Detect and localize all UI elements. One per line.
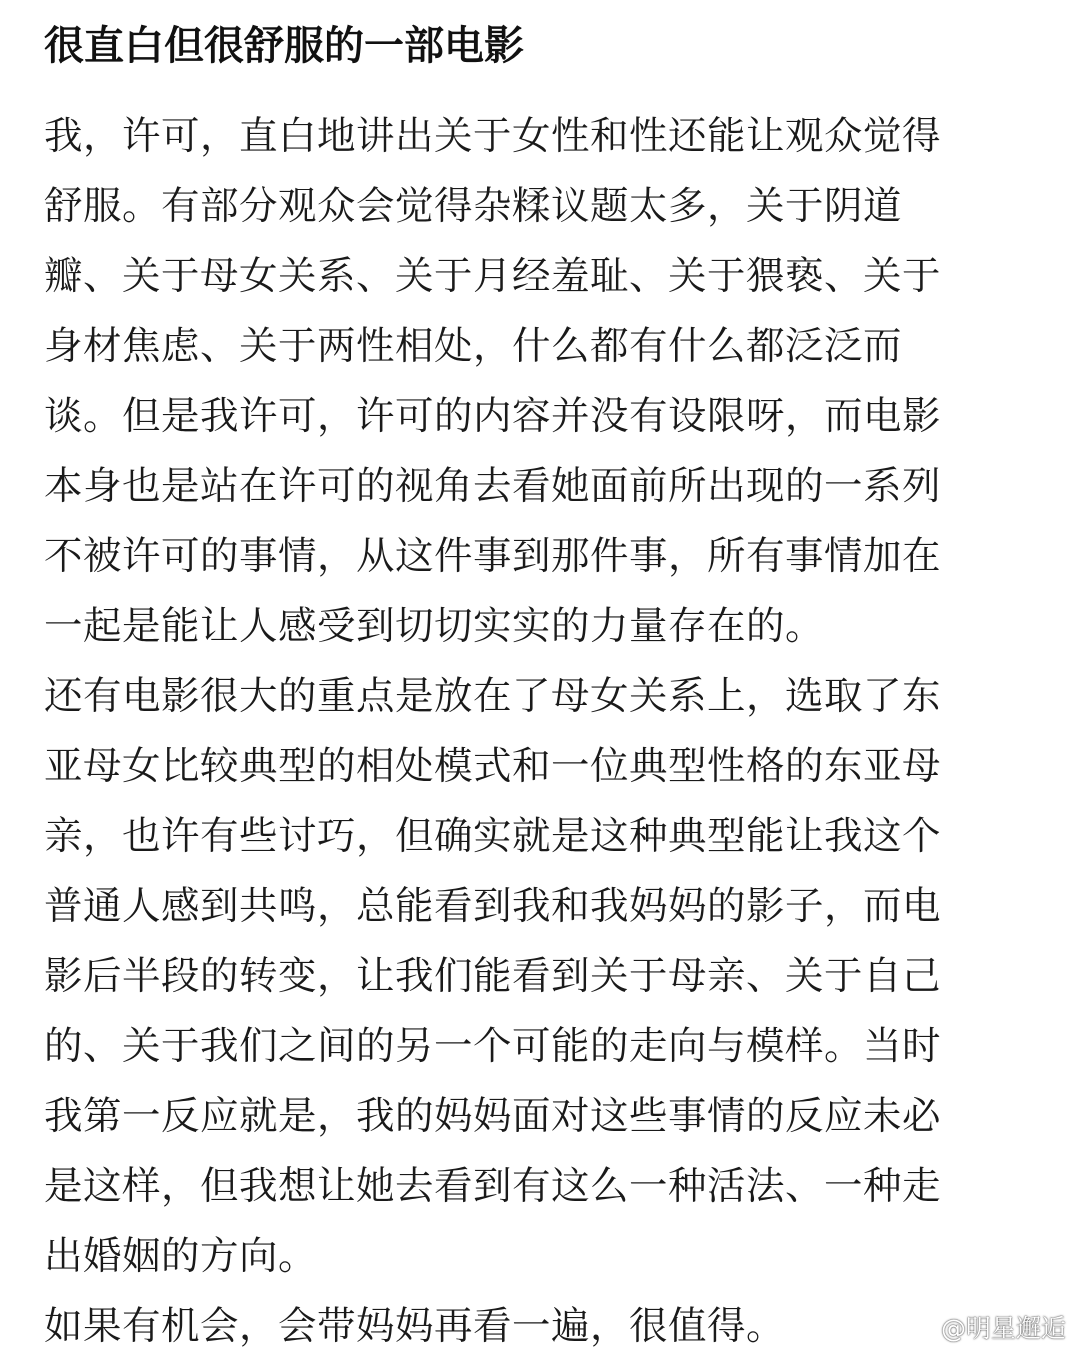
text-line: 不被许可的事情，从这件事到那件事，所有事情加在 bbox=[44, 534, 942, 579]
text-line: 身材焦虑、关于两性相处，什么都有什么都泛泛而 bbox=[44, 324, 903, 369]
paragraph bbox=[44, 102, 1044, 662]
weibo-watermark bbox=[901, 1311, 1066, 1347]
text-line: 我，许可，直白地讲出关于女性和性还能让观众觉得 bbox=[44, 114, 942, 159]
text-line: 谈。但是我许可，许可的内容并没有设限呀，而电影 bbox=[44, 394, 942, 439]
text-line: 普通人感到共鸣，总能看到我和我妈妈的影子，而电 bbox=[44, 884, 942, 929]
text-line: 本身也是站在许可的视角去看她面前所出现的一系列 bbox=[44, 464, 942, 509]
text-line: 如果有机会，会带妈妈再看一遍，很值得。 bbox=[44, 1304, 786, 1349]
text-line: 亚母女比较典型的相处模式和一位典型性格的东亚母 bbox=[44, 744, 942, 789]
text-line: 影后半段的转变，让我们能看到关于母亲、关于自己 bbox=[44, 954, 942, 999]
watermark-text: @明星邂逅 bbox=[940, 1314, 1066, 1343]
text-line: 瓣、关于母女关系、关于月经羞耻、关于猥亵、关于 bbox=[44, 254, 942, 299]
text-line: 是这样，但我想让她去看到有这么一种活法、一种走 bbox=[44, 1164, 942, 1209]
text-line: 亲，也许有些讨巧，但确实就是这种典型能让我这个 bbox=[44, 814, 942, 859]
weibo-icon bbox=[901, 1314, 935, 1344]
post-body bbox=[44, 102, 1044, 1362]
text-line: 出婚姻的方向。 bbox=[44, 1234, 318, 1279]
paragraph bbox=[44, 1292, 1044, 1362]
text-line: 一起是能让人感受到切切实实的力量存在的。 bbox=[44, 604, 825, 649]
text-line: 还有电影很大的重点是放在了母女关系上，选取了东 bbox=[44, 674, 942, 719]
text-line: 我第一反应就是，我的妈妈面对这些事情的反应未必 bbox=[44, 1094, 942, 1139]
text-line: 舒服。有部分观众会觉得杂糅议题太多，关于阴道 bbox=[44, 184, 903, 229]
post-title: 很直白但很舒服的一部电影 bbox=[44, 23, 524, 69]
paragraph bbox=[44, 662, 1044, 1292]
text-line: 的、关于我们之间的另一个可能的走向与模样。当时 bbox=[44, 1024, 942, 1069]
